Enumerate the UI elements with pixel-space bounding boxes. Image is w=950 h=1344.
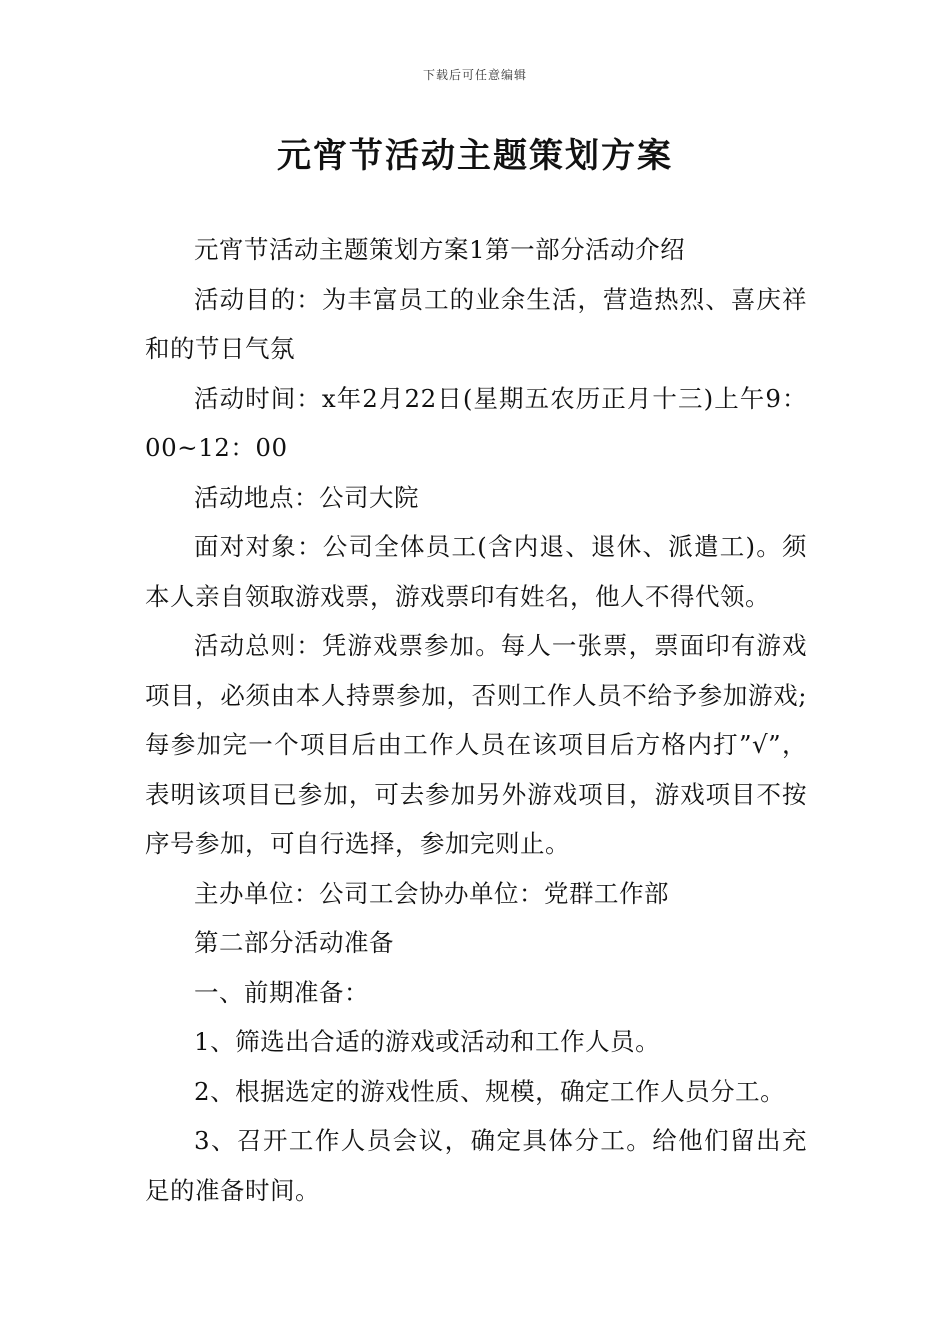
document-body bbox=[145, 225, 807, 1215]
paragraph-organizers: 主办单位：公司工会协办单位：党群工作部 bbox=[194, 878, 669, 908]
header-note: 下载后可任意编辑 bbox=[422, 68, 527, 82]
list-item-3: 3、召开工作人员会议，确定具体分工。给他们留出充足的准备时间。 bbox=[145, 1126, 807, 1205]
paragraph-purpose: 活动目的：为丰富员工的业余生活，营造热烈、喜庆祥和的节日气氛 bbox=[145, 284, 807, 363]
paragraph-audience: 面对对象：公司全体员工(含内退、退休、派遣工)。须本人亲自领取游戏票，游戏票印有姓名，他人不得代领。 bbox=[145, 532, 807, 611]
paragraph-time: 活动时间：x年2月22日(星期五农历正月十三)上午9：00~12：00 bbox=[145, 383, 807, 462]
subheading-early-preparation: 一、前期准备： bbox=[194, 977, 369, 1007]
document-title: 元宵节活动主题策划方案 bbox=[277, 136, 673, 176]
paragraph-intro: 元宵节活动主题策划方案1第一部分活动介绍 bbox=[194, 235, 686, 264]
list-item-2: 2、根据选定的游戏性质、规模，确定工作人员分工。 bbox=[194, 1076, 786, 1106]
paragraph-location: 活动地点：公司大院 bbox=[194, 482, 419, 512]
section-heading-preparation: 第二部分活动准备 bbox=[194, 928, 394, 957]
paragraph-rules: 活动总则：凭游戏票参加。每人一张票，票面印有游戏项目，必须由本人持票参加，否则工作人员不给予参加游戏;每参加完一个项目后由工作人员在该项目后方格内打”√”，表明该项目已参加，可去参加另外游戏项目，游戏项目不按序号参加，可自行选择，参加完则止。 bbox=[145, 631, 807, 858]
list-item-1: 1、筛选出合适的游戏或活动和工作人员。 bbox=[194, 1027, 661, 1056]
